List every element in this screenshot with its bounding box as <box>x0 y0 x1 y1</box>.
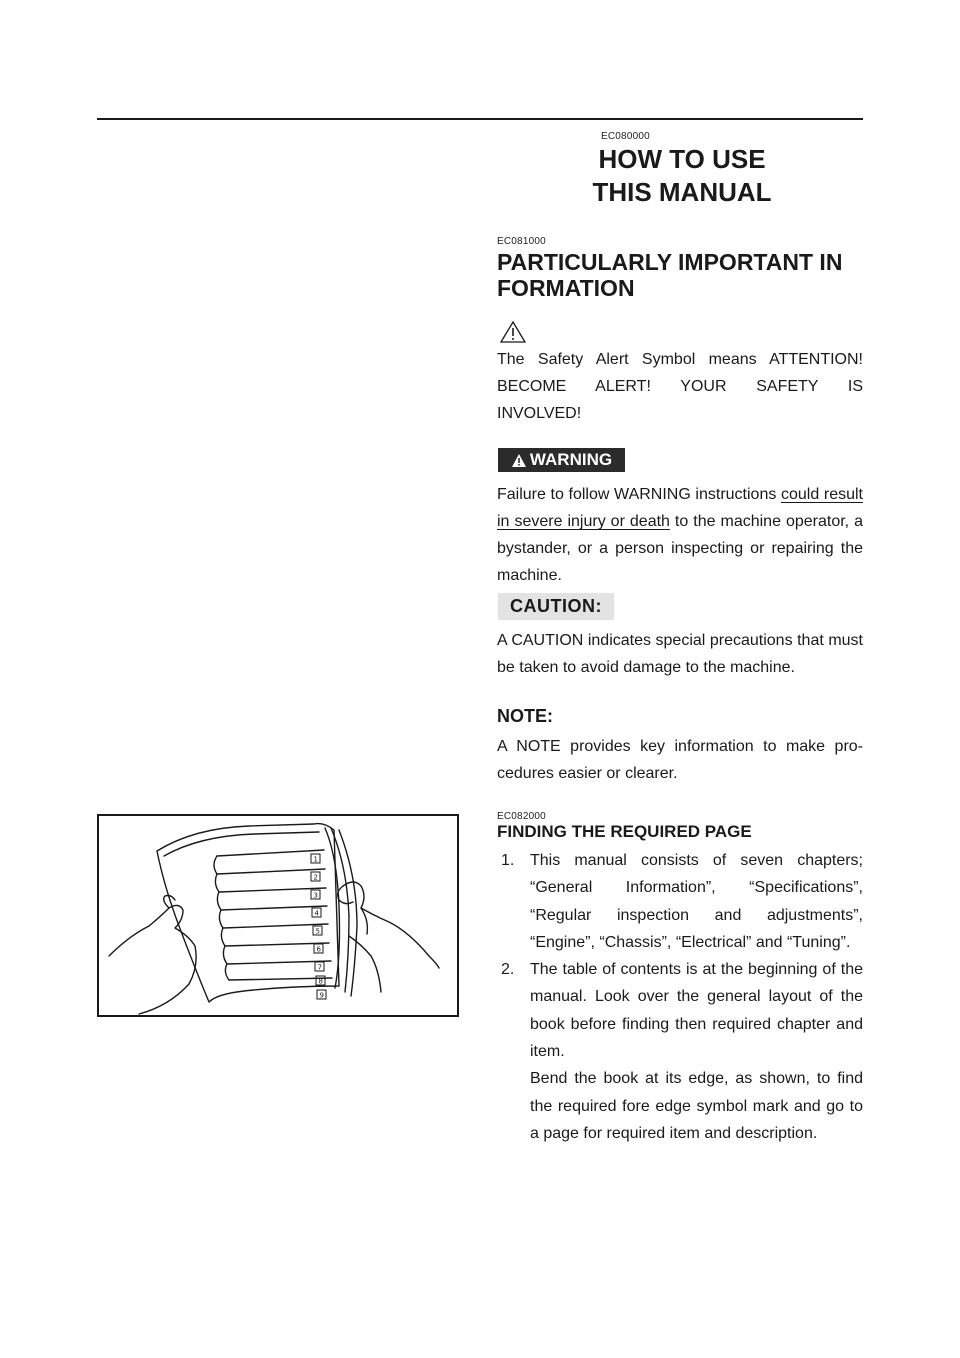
note-text: A NOTE provides key information to make procedures easier or clearer. <box>497 738 863 782</box>
important-heading-line2: FORMATION <box>497 275 635 301</box>
tab-number: 9 <box>319 991 324 1000</box>
caution-text: A CAUTION indicates special precautions that must be taken to avoid damage to the machine. <box>497 632 863 676</box>
alert-line-2: BECOME ALERT! YOUR SAFETY IS <box>497 378 863 395</box>
warning-text-a: Failure to follow WARNING instructions <box>497 486 781 503</box>
tab-number: 4 <box>314 909 319 918</box>
safety-alert-text <box>497 346 863 427</box>
tab-number: 5 <box>315 927 320 936</box>
tab-number: 6 <box>316 945 321 954</box>
warning-triangle-icon <box>511 453 527 468</box>
alert-line-1: The Safety Alert Symbol means ATTENTION! <box>497 351 863 368</box>
safety-alert-icon <box>499 320 527 344</box>
page-title-line2: THIS MANUAL <box>592 177 772 207</box>
list-item <box>497 956 863 1147</box>
tab-number: 8 <box>318 977 323 986</box>
finding-steps <box>497 847 863 1147</box>
tab-number: 2 <box>313 873 318 882</box>
list-item-number: 2. <box>501 961 515 979</box>
list-item-text: This manual consists of seven chapters; “General Information”, “Specifications”, “Regular inspection and adjustments”, “Engine”, “Chassis”, “Electrical” and “Tuning”. <box>530 852 863 951</box>
tab-number: 1 <box>313 855 318 864</box>
list-item-text: The table of contents is at the beginning of the manual. Look over the general layout of the book before finding then required chapter and item. <box>530 961 863 1061</box>
book-bending-illustration <box>99 816 457 1015</box>
section-code: EC080000 <box>601 131 650 142</box>
warning-badge <box>498 448 625 472</box>
warning-text-b: to the machine operator, a bystander, or a person inspecting or repairing the machine. <box>497 513 863 584</box>
list-item-number: 1. <box>501 852 515 869</box>
page-title-line1: HOW TO USE <box>598 144 766 174</box>
important-code: EC081000 <box>497 236 546 247</box>
note-label: NOTE: <box>497 706 553 726</box>
tab-number: 3 <box>313 891 318 900</box>
caution-badge: CAUTION: <box>498 593 614 620</box>
alert-line-3: INVOLVED! <box>497 405 582 422</box>
top-rule <box>97 118 863 120</box>
list-item <box>497 847 863 956</box>
warning-text-underlined: could result in severe injury or death <box>497 486 863 530</box>
book-illustration <box>97 814 459 1017</box>
tab-number: 7 <box>317 963 322 972</box>
warning-text <box>497 481 863 589</box>
important-heading-line1: PARTICULARLY IMPORTANT IN <box>497 249 843 275</box>
warning-label: WARNING <box>529 450 613 469</box>
finding-code: EC082000 <box>497 811 546 822</box>
finding-heading: FINDING THE REQUIRED PAGE <box>497 822 752 841</box>
list-item-text-2: Bend the book at its edge, as shown, to find the required fore edge symbol mark and go to a page for required item and description. <box>530 1070 863 1142</box>
